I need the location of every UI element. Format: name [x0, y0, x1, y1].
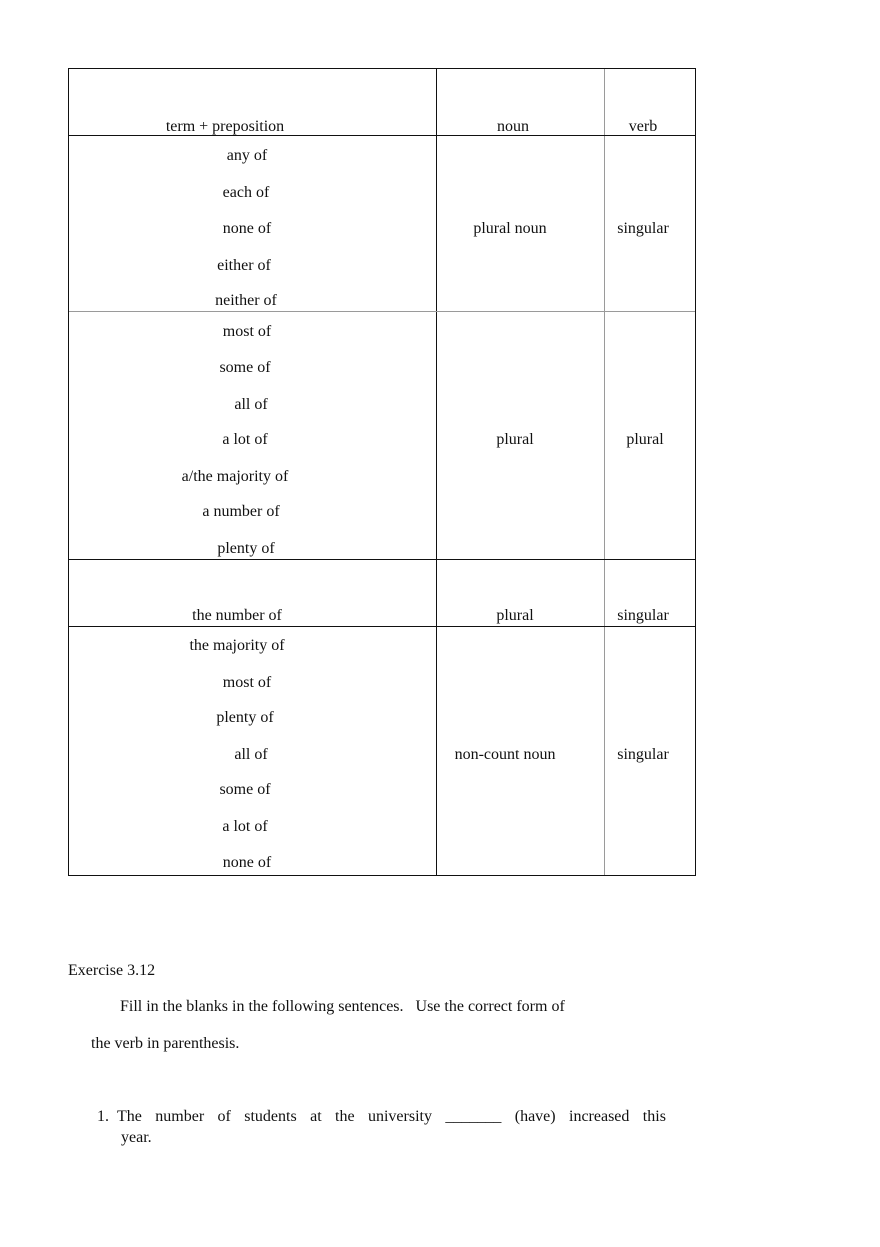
question-word: of — [217, 1108, 231, 1125]
verb-cell: singular — [617, 607, 669, 624]
verb-cell: singular — [617, 746, 669, 763]
question-word: university — [367, 1108, 432, 1125]
question-word: The — [117, 1108, 142, 1125]
row-divider — [69, 311, 695, 312]
question-word: number — [155, 1108, 205, 1125]
noun-cell: non-count noun — [454, 746, 556, 763]
question-word: the — [335, 1108, 355, 1125]
answer-blank[interactable]: _______ — [445, 1108, 502, 1125]
question-word: students — [244, 1108, 297, 1125]
column-divider — [436, 69, 437, 875]
exercise-instruction: Fill in the blanks in the following sentences. Use the correct form of — [120, 998, 565, 1015]
noun-cell: plural — [496, 431, 534, 448]
header-verb: verb — [628, 118, 658, 135]
question-continuation: year. — [121, 1129, 152, 1146]
grammar-agreement-table: term + preposition noun verb any of each of none of either of neither of plural noun singular most of some of all of a lot of a/the majority of a number of plenty of plural plural the number of plural singular the majority of most of plenty of all of some of a lot of none of non-count noun singular — [68, 68, 696, 876]
noun-cell: plural — [496, 607, 534, 624]
question-word: increased — [569, 1108, 630, 1125]
question-text — [117, 1106, 666, 1127]
header-noun: noun — [497, 118, 529, 135]
verb-cell: plural — [626, 431, 664, 448]
exercise-title: Exercise 3.12 — [68, 962, 156, 979]
question-word: (have) — [514, 1108, 556, 1125]
question-word: at — [310, 1108, 322, 1125]
verb-cell: singular — [617, 220, 669, 237]
question-word: this — [642, 1108, 666, 1125]
row-divider — [69, 626, 695, 627]
row-divider — [69, 135, 695, 136]
exercise-instruction-continued: the verb in parenthesis. — [91, 1035, 240, 1052]
noun-cell: plural noun — [473, 220, 547, 237]
row-divider — [69, 559, 695, 560]
question-number: 1. — [97, 1108, 109, 1125]
